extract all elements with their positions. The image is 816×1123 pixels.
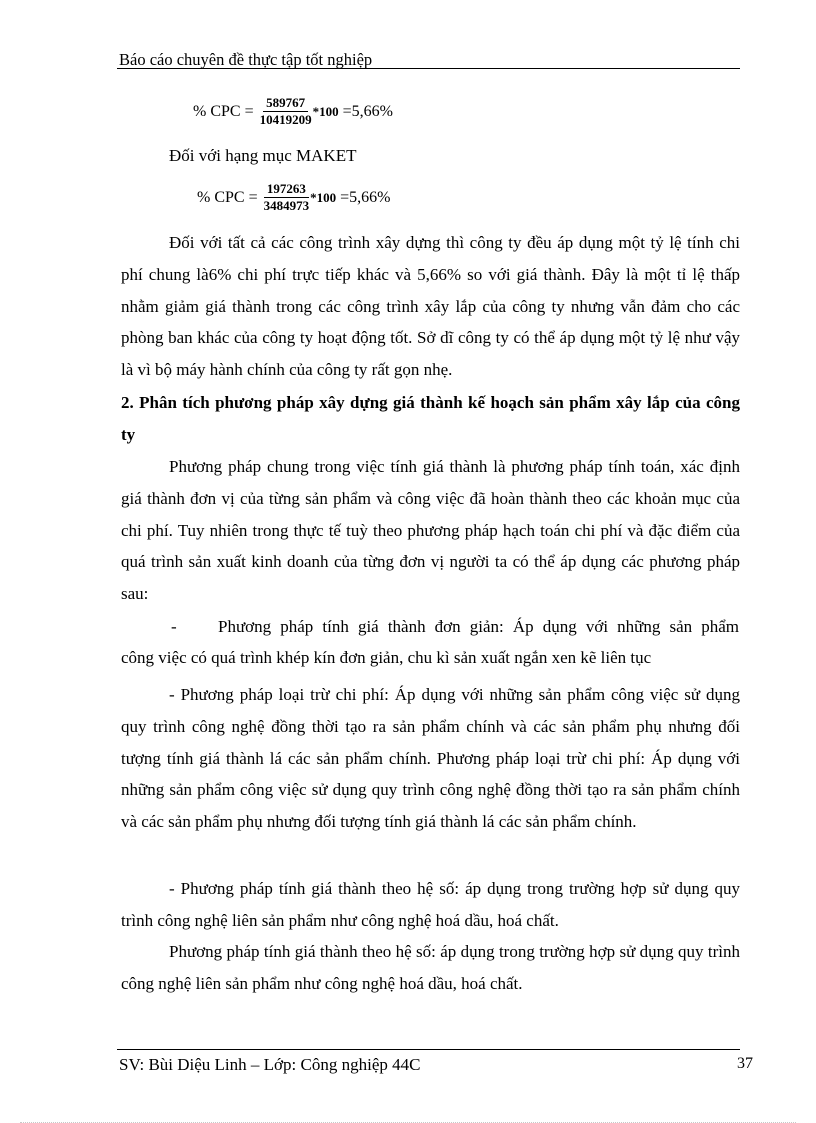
page-header-title: Báo cáo chuyên đề thực tập tốt nghiệp	[119, 50, 373, 69]
formula-multiplier: *100	[310, 189, 337, 205]
section-heading-2: 2. Phân tích phương pháp xây dựng giá thành kế hoạch sản phẩm xây lắp của công ty	[121, 393, 740, 444]
header-rule	[117, 68, 740, 69]
paragraph-chi-phi-chung: Đối với tất cả các công trình xây dựng thì công ty đều áp dụng một tỷ lệ tính chi phí chung là6% chi phí trực tiếp khác và 5,66% so với giá thành. Đây là một tỉ lệ thấp nhằm giảm giá thành trong các công trình xây lắp của công ty nhưng vẫn đảm cho các phòng ban khác của công ty hoạt động tốt. Sở dĩ công ty có thể áp dụng một tỷ lệ như vậy là vì bộ máy hành chính của công ty rất gọn nhẹ.	[121, 233, 740, 380]
paragraph-phuong-phap-chung: Phương pháp chung trong việc tính giá thành là phương pháp tính toán, xác định giá thành đơn vị của từng sản phẩm và công việc đã hoàn thành theo các khoản mục của chi phí. Tuy nhiên trong thực tế tuỳ theo phương pháp hạch toán chi phí và đặc điểm của quá trình sản xuất kinh doanh của từng đơn vị người ta có thể áp dụng các phương pháp sau:	[121, 457, 740, 604]
maket-line: Đối với hạng mục MAKET	[169, 146, 357, 165]
bullet-continuation: công việc có quá trình khép kín đơn giản, chu kì sản xuất ngắn xen kẽ liên tục	[121, 648, 652, 667]
paragraph-he-so-2: Phương pháp tính giá thành theo hệ số: áp dụng trong trường hợp sử dụng quy trình công nghệ liên sản phẩm như công nghệ hoá dầu, hoá chất.	[121, 942, 740, 993]
formula-denominator: 10419209	[259, 112, 312, 127]
formula-cpc-1	[193, 96, 393, 127]
formula-numerator: 197263	[264, 182, 309, 198]
formula-numerator: 589767	[263, 96, 308, 112]
formula-lhs: % CPC =	[197, 188, 258, 206]
formula-cpc-2	[197, 182, 390, 213]
formula-denominator: 3484973	[263, 198, 310, 213]
formula-fraction	[260, 96, 312, 127]
paragraph-he-so-1: - Phương pháp tính giá thành theo hệ số: áp dụng trong trường hợp sử dụng quy trình công nghệ liên sản phẩm như công nghệ hoá dầu, hoá chất.	[121, 879, 740, 930]
formula-lhs: % CPC =	[193, 102, 254, 120]
bullet-dash: -	[171, 617, 177, 636]
bullet-phuong-phap-don-gian: Phương pháp tính giá thành đơn giản: Áp dụng với những sản phẩm	[218, 617, 739, 636]
formula-fraction	[264, 182, 310, 213]
footer-rule	[117, 1049, 740, 1050]
formula-multiplier: *100	[312, 103, 339, 119]
page-number: 37	[737, 1055, 753, 1072]
paragraph-loai-tru-chi-phi: - Phương pháp loại trừ chi phí: Áp dụng với những sản phẩm công việc sử dụng quy trình công nghệ đồng thời tạo ra sản phẩm chính và các sản phẩm phụ nhưng đối tượng tính giá thành lá các sản phẩm chính. Phương pháp loại trừ chi phí: Áp dụng với những sản phẩm công việc sử dụng quy trình công nghệ đồng thời tạo ra sản phẩm chính và các sản phẩm phụ nhưng đối tượng tính giá thành lá các sản phẩm chính.	[121, 685, 740, 832]
formula-result: =5,66%	[342, 102, 393, 120]
footer-author: SV: Bùi Diệu Linh – Lớp: Công nghiệp 44C	[119, 1055, 421, 1074]
formula-result: =5,66%	[340, 188, 391, 206]
